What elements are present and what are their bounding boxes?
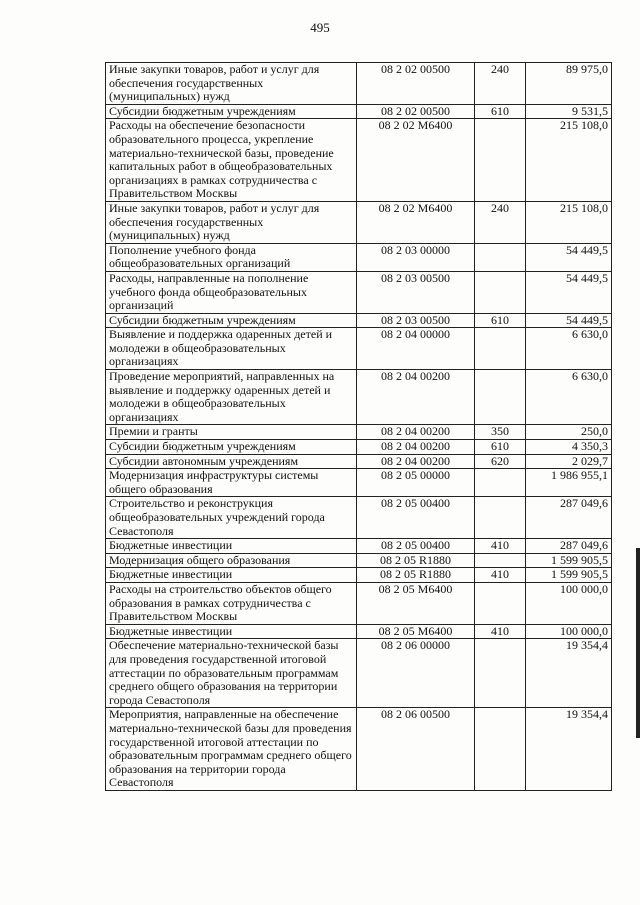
amount: 215 108,0: [526, 201, 612, 243]
expense-name: Субсидии автономным учреждениям: [106, 454, 357, 469]
target-code: 08 2 03 00000: [357, 243, 475, 271]
expense-name: Пополнение учебного фонда общеобразовательных организаций: [106, 243, 357, 271]
amount: 4 350,3: [526, 440, 612, 455]
table-row: [106, 582, 612, 624]
amount: 100 000,0: [526, 624, 612, 639]
target-code: 08 2 04 00200: [357, 425, 475, 440]
expense-type-code: [475, 271, 526, 313]
expense-type-code: 350: [475, 425, 526, 440]
amount: 215 108,0: [526, 119, 612, 202]
expense-name: Расходы, направленные на пополнение учебного фонда общеобразовательных организаций: [106, 271, 357, 313]
table-row: [106, 639, 612, 708]
expense-type-code: [475, 469, 526, 497]
expense-type-code: 410: [475, 624, 526, 639]
amount: 6 630,0: [526, 370, 612, 425]
target-code: 08 2 05 М6400: [357, 624, 475, 639]
scan-edge-mark: [636, 548, 640, 738]
amount: 89 975,0: [526, 63, 612, 105]
table-row: [106, 370, 612, 425]
amount: 54 449,5: [526, 313, 612, 328]
target-code: 08 2 05 00000: [357, 469, 475, 497]
expense-name: Строительство и реконструкция общеобразовательных учреждений города Севастополя: [106, 497, 357, 539]
expense-type-code: 610: [475, 104, 526, 119]
expense-name: Модернизация инфраструктуры системы общего образования: [106, 469, 357, 497]
table-row: [106, 469, 612, 497]
amount: 1 599 905,5: [526, 553, 612, 568]
expense-name: Субсидии бюджетным учреждениям: [106, 440, 357, 455]
expense-type-code: 410: [475, 539, 526, 554]
amount: 1 599 905,5: [526, 568, 612, 583]
budget-table: [105, 62, 612, 791]
target-code: 08 2 03 00500: [357, 271, 475, 313]
target-code: 08 2 02 М6400: [357, 119, 475, 202]
target-code: 08 2 02 М6400: [357, 201, 475, 243]
expense-type-code: 240: [475, 63, 526, 105]
expense-name: Модернизация общего образования: [106, 553, 357, 568]
target-code: 08 2 02 00500: [357, 104, 475, 119]
target-code: 08 2 04 00200: [357, 370, 475, 425]
expense-name: Обеспечение материально-технической базы для проведения государственной итоговой аттестации по образовательным программам среднего общего образования на территории города Севастополя: [106, 639, 357, 708]
table-row: [106, 539, 612, 554]
table-row: [106, 243, 612, 271]
amount: 19 354,4: [526, 708, 612, 791]
table-row: [106, 553, 612, 568]
expense-name: Проведение мероприятий, направленных на выявление и поддержку одаренных детей и молодежи в общеобразовательных организациях: [106, 370, 357, 425]
target-code: 08 2 02 00500: [357, 63, 475, 105]
amount: 6 630,0: [526, 328, 612, 370]
table-row: [106, 313, 612, 328]
expense-type-code: 620: [475, 454, 526, 469]
target-code: 08 2 05 R1880: [357, 553, 475, 568]
table-row: [106, 119, 612, 202]
expense-type-code: [475, 243, 526, 271]
target-code: 08 2 05 М6400: [357, 582, 475, 624]
expense-name: Расходы на обеспечение безопасности образовательного процесса, укрепление материально-технической базы, проведение капитальных работ в общеобразовательных организациях в рамках сотрудничества с Правительством Москвы: [106, 119, 357, 202]
amount: 2 029,7: [526, 454, 612, 469]
expense-name: Субсидии бюджетным учреждениям: [106, 104, 357, 119]
expense-name: Бюджетные инвестиции: [106, 568, 357, 583]
expense-type-code: [475, 708, 526, 791]
expense-name: Премии и гранты: [106, 425, 357, 440]
table-row: [106, 568, 612, 583]
table-row: [106, 328, 612, 370]
expense-type-code: [475, 328, 526, 370]
amount: 19 354,4: [526, 639, 612, 708]
table-row: [106, 425, 612, 440]
target-code: 08 2 06 00000: [357, 639, 475, 708]
table-row: [106, 624, 612, 639]
amount: 287 049,6: [526, 497, 612, 539]
target-code: 08 2 05 R1880: [357, 568, 475, 583]
expense-type-code: [475, 370, 526, 425]
expense-name: Мероприятия, направленные на обеспечение материально-технической базы для проведения государственной итоговой аттестации по образовательным программам среднего общего образования на территории города Севастополя: [106, 708, 357, 791]
table-row: [106, 271, 612, 313]
expense-type-code: 410: [475, 568, 526, 583]
expense-type-code: [475, 553, 526, 568]
amount: 250,0: [526, 425, 612, 440]
expense-name: Бюджетные инвестиции: [106, 624, 357, 639]
table-row: [106, 201, 612, 243]
expense-name: Субсидии бюджетным учреждениям: [106, 313, 357, 328]
expense-name: Выявление и поддержка одаренных детей и молодежи в общеобразовательных организациях: [106, 328, 357, 370]
page-number: 495: [310, 20, 330, 35]
table-row: [106, 454, 612, 469]
amount: 100 000,0: [526, 582, 612, 624]
expense-type-code: [475, 639, 526, 708]
target-code: 08 2 05 00400: [357, 539, 475, 554]
target-code: 08 2 03 00500: [357, 313, 475, 328]
target-code: 08 2 05 00400: [357, 497, 475, 539]
expense-type-code: [475, 497, 526, 539]
amount: 1 986 955,1: [526, 469, 612, 497]
table-row: [106, 708, 612, 791]
expense-type-code: 240: [475, 201, 526, 243]
expense-name: Расходы на строительство объектов общего образования в рамках сотрудничества с Правительством Москвы: [106, 582, 357, 624]
expense-name: Иные закупки товаров, работ и услуг для обеспечения государственных (муниципальных) нужд: [106, 63, 357, 105]
expense-type-code: [475, 119, 526, 202]
table-row: [106, 104, 612, 119]
target-code: 08 2 04 00000: [357, 328, 475, 370]
expense-type-code: [475, 582, 526, 624]
target-code: 08 2 04 00200: [357, 440, 475, 455]
table-row: [106, 63, 612, 105]
amount: 54 449,5: [526, 243, 612, 271]
expense-type-code: 610: [475, 313, 526, 328]
amount: 287 049,6: [526, 539, 612, 554]
amount: 54 449,5: [526, 271, 612, 313]
budget-table-body: [106, 63, 612, 791]
target-code: 08 2 06 00500: [357, 708, 475, 791]
expense-name: Иные закупки товаров, работ и услуг для обеспечения государственных (муниципальных) нужд: [106, 201, 357, 243]
target-code: 08 2 04 00200: [357, 454, 475, 469]
table-row: [106, 440, 612, 455]
expense-type-code: 610: [475, 440, 526, 455]
table-row: [106, 497, 612, 539]
expense-name: Бюджетные инвестиции: [106, 539, 357, 554]
amount: 9 531,5: [526, 104, 612, 119]
